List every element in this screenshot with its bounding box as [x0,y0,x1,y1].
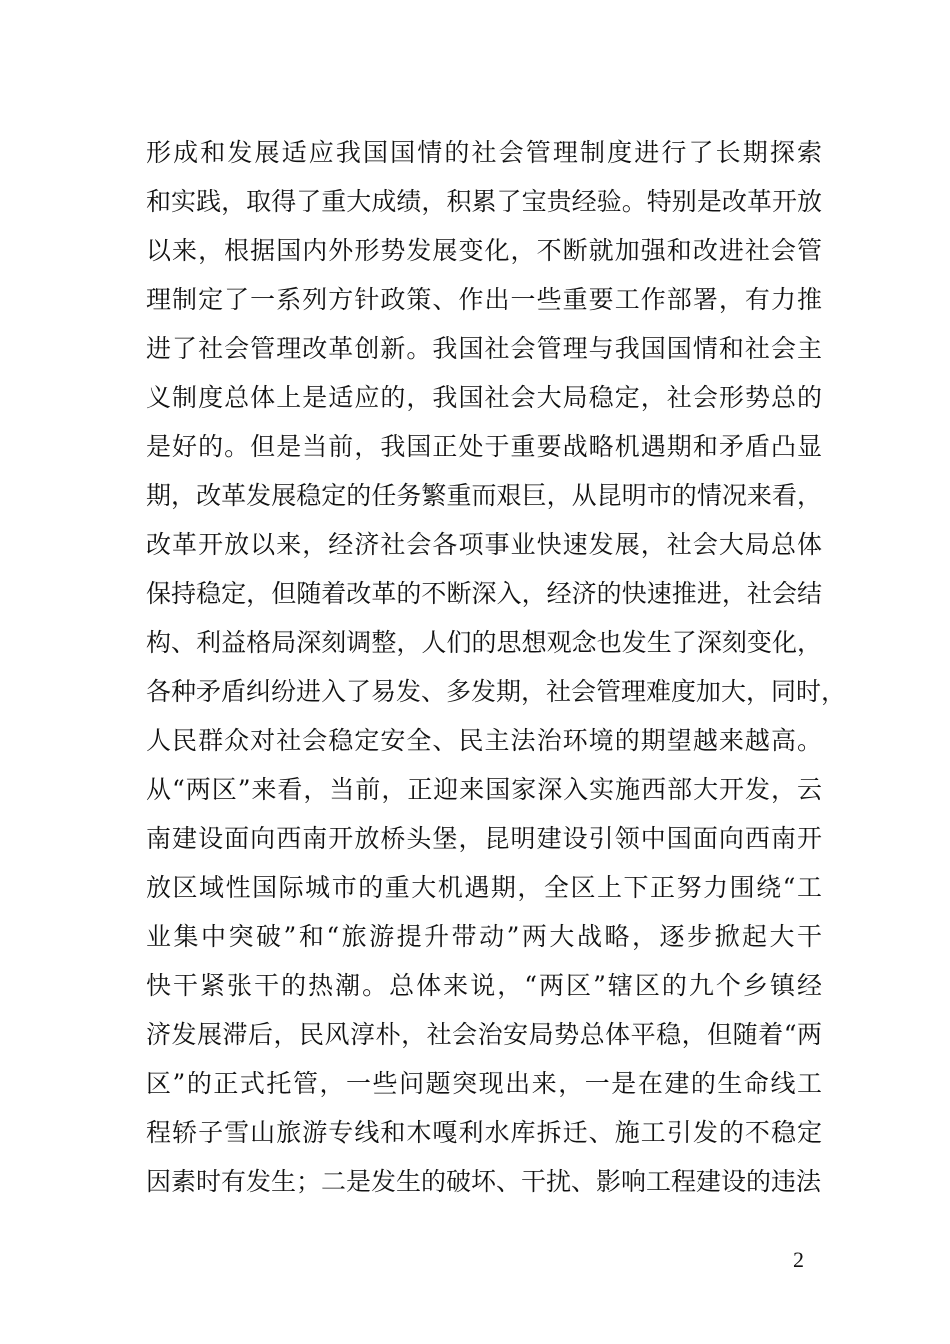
text-line: 放区域性国际城市的重大机遇期，全区上下正努力围绕“工 [146,873,822,902]
text-line: 从“两区”来看，当前，正迎来国家深入实施西部大开发，云 [146,775,822,804]
text-line: 各种矛盾纠纷进入了易发、多发期，社会管理难度加大，同时， [146,677,847,706]
text-line: 以来，根据国内外形势发展变化，不断就加强和改进社会管 [146,236,822,265]
text-line: 快干紧张干的热潮。总体来说，“两区”辖区的九个乡镇经 [146,971,822,1000]
text-line: 理制定了一系列方针政策、作出一些重要工作部署，有力推 [146,285,822,314]
body-text [146,128,847,1206]
text-line: 人民群众对社会稳定安全、民主法治环境的期望越来越高。 [146,726,822,755]
text-line: 期，改革发展稳定的任务繁重而艰巨，从昆明市的情况来看， [146,481,822,510]
text-line: 程轿子雪山旅游专线和木嘎利水库拆迁、施工引发的不稳定 [146,1118,822,1147]
text-line: 区”的正式托管，一些问题突现出来，一是在建的生命线工 [146,1069,822,1098]
text-line: 改革开放以来，经济社会各项事业快速发展，社会大局总体 [146,530,822,559]
page-number: 2 [793,1247,804,1272]
text-line: 是好的。但是当前，我国正处于重要战略机遇期和矛盾凸显 [146,432,822,461]
text-line: 构、利益格局深刻调整，人们的思想观念也发生了深刻变化， [146,628,822,657]
text-line: 济发展滞后，民风淳朴，社会治安局势总体平稳，但随着“两 [146,1020,822,1049]
text-line: 因素时有发生；二是发生的破坏、干扰、影响工程建设的违法 [146,1167,822,1196]
text-line: 保持稳定，但随着改革的不断深入，经济的快速推进，社会结 [146,579,822,608]
text-line: 南建设面向西南开放桥头堡，昆明建设引领中国面向西南开 [146,824,822,853]
text-line: 形成和发展适应我国国情的社会管理制度进行了长期探索 [146,138,822,167]
text-line: 义制度总体上是适应的，我国社会大局稳定，社会形势总的 [146,383,822,412]
text-line: 业集中突破”和“旅游提升带动”两大战略，逐步掀起大干 [146,922,822,951]
text-line: 进了社会管理改革创新。我国社会管理与我国国情和社会主 [146,334,822,363]
text-line: 和实践，取得了重大成绩，积累了宝贵经验。特别是改革开放 [146,187,822,216]
